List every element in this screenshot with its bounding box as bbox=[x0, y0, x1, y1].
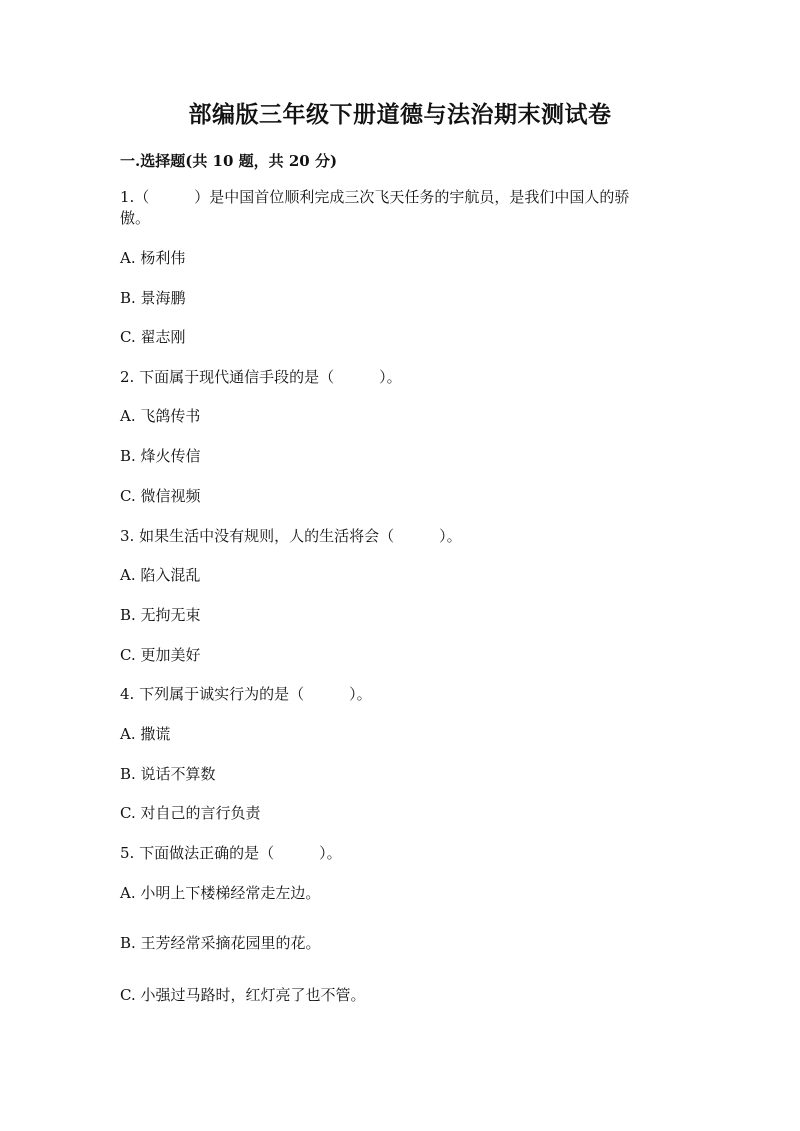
question-1-stem-line-1: 1.（ ）是中国首位顺利完成三次飞天任务的宇航员，是我们中国人的骄 bbox=[120, 188, 630, 206]
question-3-option-a: A. 陷入混乱 bbox=[120, 566, 201, 584]
question-1-option-a: A. 杨利伟 bbox=[120, 249, 186, 267]
question-2-option-b: B. 烽火传信 bbox=[120, 447, 201, 465]
question-1-option-b: B. 景海鹏 bbox=[120, 289, 186, 307]
question-5-stem: 5. 下面做法正确的是（ ）。 bbox=[120, 844, 342, 862]
question-1-stem-line-2: 傲。 bbox=[120, 209, 151, 227]
question-4-stem: 4. 下列属于诚实行为的是（ ）。 bbox=[120, 685, 372, 703]
question-4-option-a: A. 撒谎 bbox=[120, 725, 171, 743]
section-heading: 一.选择题(共 10 题，共 20 分) bbox=[120, 152, 338, 170]
question-5-option-a: A. 小明上下楼梯经常走左边。 bbox=[120, 884, 321, 902]
question-3-stem: 3. 如果生活中没有规则，人的生活将会（ ）。 bbox=[120, 527, 462, 545]
question-2-option-c: C. 微信视频 bbox=[120, 487, 201, 505]
question-3-option-c: C. 更加美好 bbox=[120, 646, 201, 664]
question-1-option-c: C. 翟志刚 bbox=[120, 328, 186, 346]
question-3-option-b: B. 无拘无束 bbox=[120, 606, 201, 624]
question-4-option-b: B. 说话不算数 bbox=[120, 765, 216, 783]
question-4-option-c: C. 对自己的言行负责 bbox=[120, 804, 261, 822]
question-5-option-c: C. 小强过马路时，红灯亮了也不管。 bbox=[120, 986, 366, 1004]
question-5-option-b: B. 王芳经常采摘花园里的花。 bbox=[120, 934, 321, 952]
page-title: 部编版三年级下册道德与法治期末测试卷 bbox=[188, 101, 612, 128]
question-2-option-a: A. 飞鸽传书 bbox=[120, 407, 201, 425]
question-2-stem: 2. 下面属于现代通信手段的是（ ）。 bbox=[120, 368, 402, 386]
